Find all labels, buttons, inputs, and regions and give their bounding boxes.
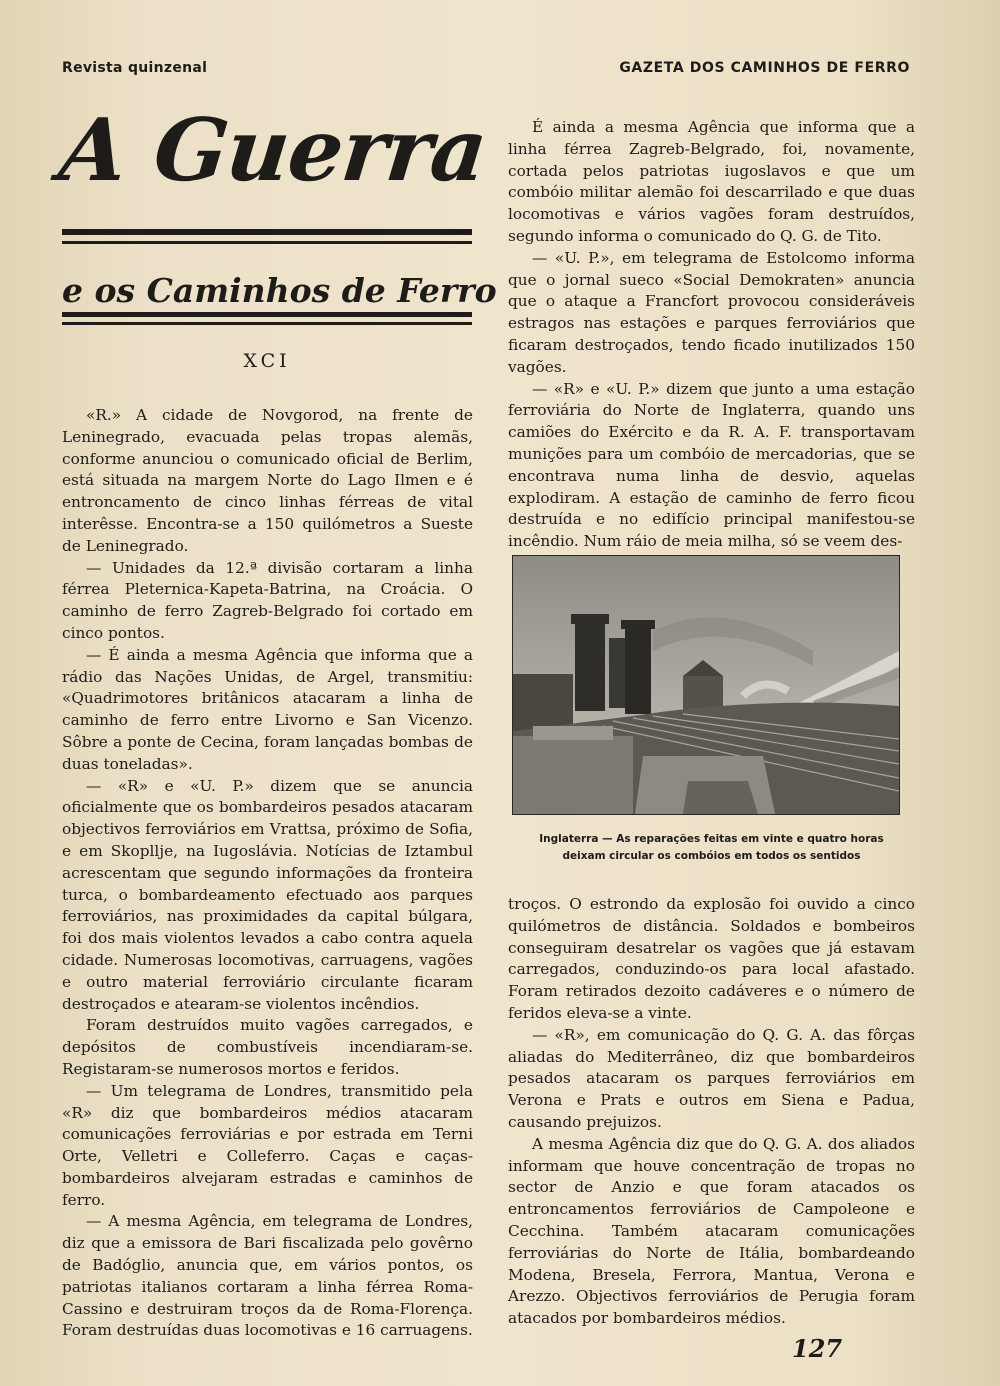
subtitle-rule-thick xyxy=(62,312,472,317)
paragraph: — «R», em comunicação do Q. G. A. das fôrças aliadas do Mediterrâneo, diz que bombardeiros pesados atacaram os parques ferroviários em Verona e Prats e outros em Siena e Padua, causando prejuizos. xyxy=(508,1025,915,1131)
page-number: 127 xyxy=(792,1334,843,1363)
paragraph: É ainda a mesma Agência que informa que a linha férrea Zagreb-Belgrado, foi, novamente, cortada pelos patriotas iugoslavos e que um combóio militar alemão foi descarrilado e que duas locomotivas e vários vagões foram destruídos, segundo informa o comunicado do Q. G. de Tito. xyxy=(508,118,915,245)
paragraph: — «R» e «U. P.» dizem que se anuncia oficialmente que os bombardeiros pesados atacaram objectivos ferroviários em Vrattsa, próximo de Sofia, e em Skopllje, na Iugoslávia. Notícias de Iztambul acrescentam que segundo informações da fronteira turca, o bombardeamento efectuado aos parques ferroviários, nas proximidades da capital búlgara, foi dos mais violentos levados a cabo contra aquela cidade. Numerosas locomotivas, carruagens, vagões e outro material ferroviário circulante ficaram destroçados e atearam-se violentos incêndios. xyxy=(62,776,473,1013)
paragraph: «R.» A cidade de Novgorod, na frente de Leninegrado, evacuada pelas tropas alemãs, conforme anunciou o comunicado oficial de Berlim, está situada na margem Norte do Lago Ilmen e é entroncamento de cinco linhas férreas de vital interêsse. Encontra-se a 150 quilómetros a Sueste de Leninegrado. xyxy=(62,406,473,555)
photo-caption xyxy=(508,831,915,865)
paragraph: — É ainda a mesma Agência que informa que a rádio das Nações Unidas, de Argel, transmitiu: «Quadrimotores britânicos atacaram a linha de caminho de ferro entre Livorno e San Vicenzo. Sôbre a ponte de Cecina, foram lançadas bombas de duas toneladas». xyxy=(62,645,473,773)
paragraph: — Unidades da 12.ª divisão cortaram a linha férrea Pleternica-Kapeta-Batrina, na Croácia. O caminho de ferro Zagreb-Belgrado foi cortado em cinco pontos. xyxy=(62,558,473,642)
paragraph: Foram destruídos muito vagões carregados, e depósitos de combustíveis incendiaram-se. Registaram-se numerosos mortos e feridos. xyxy=(62,1016,473,1078)
title-rule-thin xyxy=(62,241,472,244)
right-column-top xyxy=(508,117,915,553)
paragraph: — Um telegrama de Londres, transmitido pela «R» diz que bombardeiros médios atacaram comunicações ferroviárias e por estrada em Terni Orte, Velletri e Colleferro. Caças e caças-bombardeiros alvejaram estradas e caminhos de ferro. xyxy=(62,1081,473,1209)
series-number: XCI xyxy=(243,350,291,372)
left-column xyxy=(62,405,473,1342)
railway-station-photo xyxy=(512,555,900,815)
paragraph: — A mesma Agência, em telegrama de Londres, diz que a emissora de Bari fiscalizada pelo govêrno de Badóglio, anuncia que, em vários pontos, os patriotas italianos cortaram a linha férrea Roma-Cassino e destruiram troços da de Roma-Florença. Foram destruídas duas locomotivas e 16 carruagens. xyxy=(62,1212,473,1340)
header-left: Revista quinzenal xyxy=(62,60,208,76)
subtitle-rule-thin xyxy=(62,322,472,325)
article-title: A Guerra xyxy=(54,100,492,201)
caption-line: Inglaterra — As reparações feitas em vinte e quatro horas xyxy=(539,833,884,845)
paragraph: — «R» e «U. P.» dizem que junto a uma estação ferroviária do Norte de Inglaterra, quando uns camiões do Exército e da R. A. F. transportavam munições para um combóio de mercadorias, que se encontrava numa linha de desvio, aquelas explodiram. A estação de caminho de ferro ficou destruída e no edifício principal manifestou-se incêndio. Num ráio de meia milha, só se veem des- xyxy=(508,379,915,551)
caption-line: deixam circular os combóios em todos os sentidos xyxy=(562,850,861,862)
paragraph: A mesma Agência diz que do Q. G. A. dos aliados informam que houve concentração de tropas no sector de Anzio e que foram atacados os entroncamentos ferroviários de Campoleone e Cecchina. Também atacaram comunicações ferroviárias do Norte de Itália, bombardeando Modena, Bresela, Ferrora, Mantua, Verona e Arezzo. Objectivos ferroviários de Perugia foram atacados por bombardeiros médios. xyxy=(508,1134,915,1328)
paragraph: — «U. P.», em telegrama de Estolcomo informa que o jornal sueco «Social Demokraten» anuncia que o ataque a Francfort provocou consideráveis estragos nas estações e parques ferroviários que ficaram destroçados, tendo ficado inutilizados 150 vagões. xyxy=(508,248,915,376)
title-rule-thick xyxy=(62,229,472,235)
header-right: GAZETA DOS CAMINHOS DE FERRO xyxy=(619,60,910,76)
paragraph: troços. O estrondo da explosão foi ouvido a cinco quilómetros de distância. Soldados e bombeiros conseguiram desatrelar os vagões que já estavam carregados, conduzindo-os para local afastado. Foram retirados dezoito cadáveres e o número de feridos eleva-se a vinte. xyxy=(508,895,915,1022)
right-column-bottom xyxy=(508,894,915,1330)
article-subtitle: e os Caminhos de Ferro xyxy=(62,271,497,310)
